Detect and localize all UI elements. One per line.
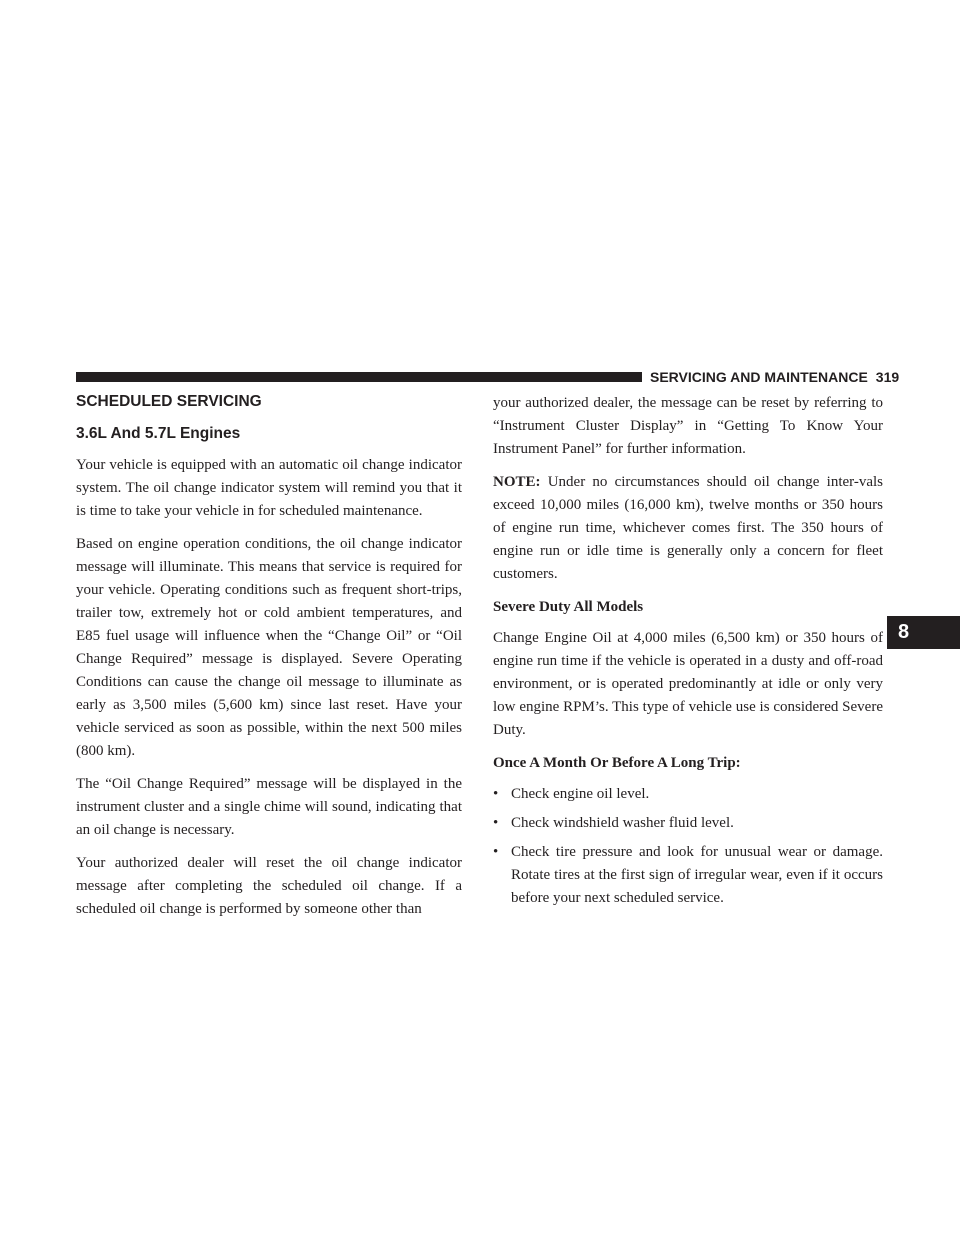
severe-duty-paragraph: Change Engine Oil at 4,000 miles (6,500 km) or 350 hours of engine run time if the vehicle is operated in a dusty and off-road environment, or is operated predominantly at idle or only very low engine RPM’s. This type of vehicle use is considered Severe Duty.: [493, 630, 883, 738]
list-item-text: Check tire pressure and look for unusual wear or damage. Rotate tires at the first sign of irregular wear, even if it occurs before your next scheduled service.: [511, 844, 883, 906]
right-column: [493, 392, 883, 916]
note-text: Under no circumstances should oil change inter-vals exceed 10,000 miles (16,000 km), twelve months or 350 hours of engine run time, whichever comes first. The 350 hours of engine run or idle time is generally only a concern for fleet customers.: [493, 474, 884, 582]
list-item: [493, 783, 883, 806]
header-rule: [76, 372, 642, 382]
section-title: SERVICING AND MAINTENANCE: [650, 369, 868, 385]
section-heading: SCHEDULED SERVICING: [76, 393, 262, 410]
paragraph: The “Oil Change Required” message will be displayed in the instrument cluster and a single chime will sound, indicating that an oil change is necessary.: [76, 776, 462, 838]
paragraph: Your authorized dealer will reset the oil change indicator message after completing the scheduled oil change. If a scheduled oil change is performed by someone other than: [76, 855, 462, 917]
left-column: [76, 392, 462, 931]
severe-duty-heading: Severe Duty All Models: [493, 599, 644, 615]
monthly-checks-list: [493, 783, 883, 910]
list-item-text: Check engine oil level.: [511, 786, 650, 802]
bullet-icon: •: [493, 844, 499, 860]
paragraph: Your vehicle is equipped with an automatic oil change indicator system. The oil change indicator system will remind you that it is time to take your vehicle in for scheduled maintenance.: [76, 457, 462, 519]
paragraph: Based on engine operation conditions, the oil change indicator message will illuminate. This means that service is required for your vehicle. Operating conditions such as frequent short-trips, trailer tow, extremely hot or cold ambient temperatures, and E85 fuel usage will influence when the “Change Oil” or “Oil Change Required” message is displayed. Severe Operating Conditions can cause the change oil message to illuminate as early as 3,500 miles (5,600 km) since last reset. Have your vehicle serviced as soon as possible, within the next 500 miles (800 km).: [76, 536, 462, 759]
note-paragraph: [493, 471, 883, 586]
monthly-checks-heading: Once A Month Or Before A Long Trip:: [493, 755, 741, 771]
note-label: NOTE:: [493, 474, 541, 490]
page-number: 319: [875, 369, 900, 385]
subsection-heading: 3.6L And 5.7L Engines: [76, 425, 241, 442]
continued-paragraph: your authorized dealer, the message can be reset by referring to “Instrument Cluster Display” in “Getting To Know Your Instrument Panel” for further information.: [493, 395, 883, 457]
chapter-tab[interactable]: 8: [887, 616, 960, 649]
bullet-icon: •: [493, 786, 499, 802]
list-item: [493, 812, 883, 835]
running-header: [650, 368, 900, 386]
bullet-icon: •: [493, 815, 499, 831]
list-item-text: Check windshield washer fluid level.: [511, 815, 734, 831]
list-item: [493, 841, 883, 910]
